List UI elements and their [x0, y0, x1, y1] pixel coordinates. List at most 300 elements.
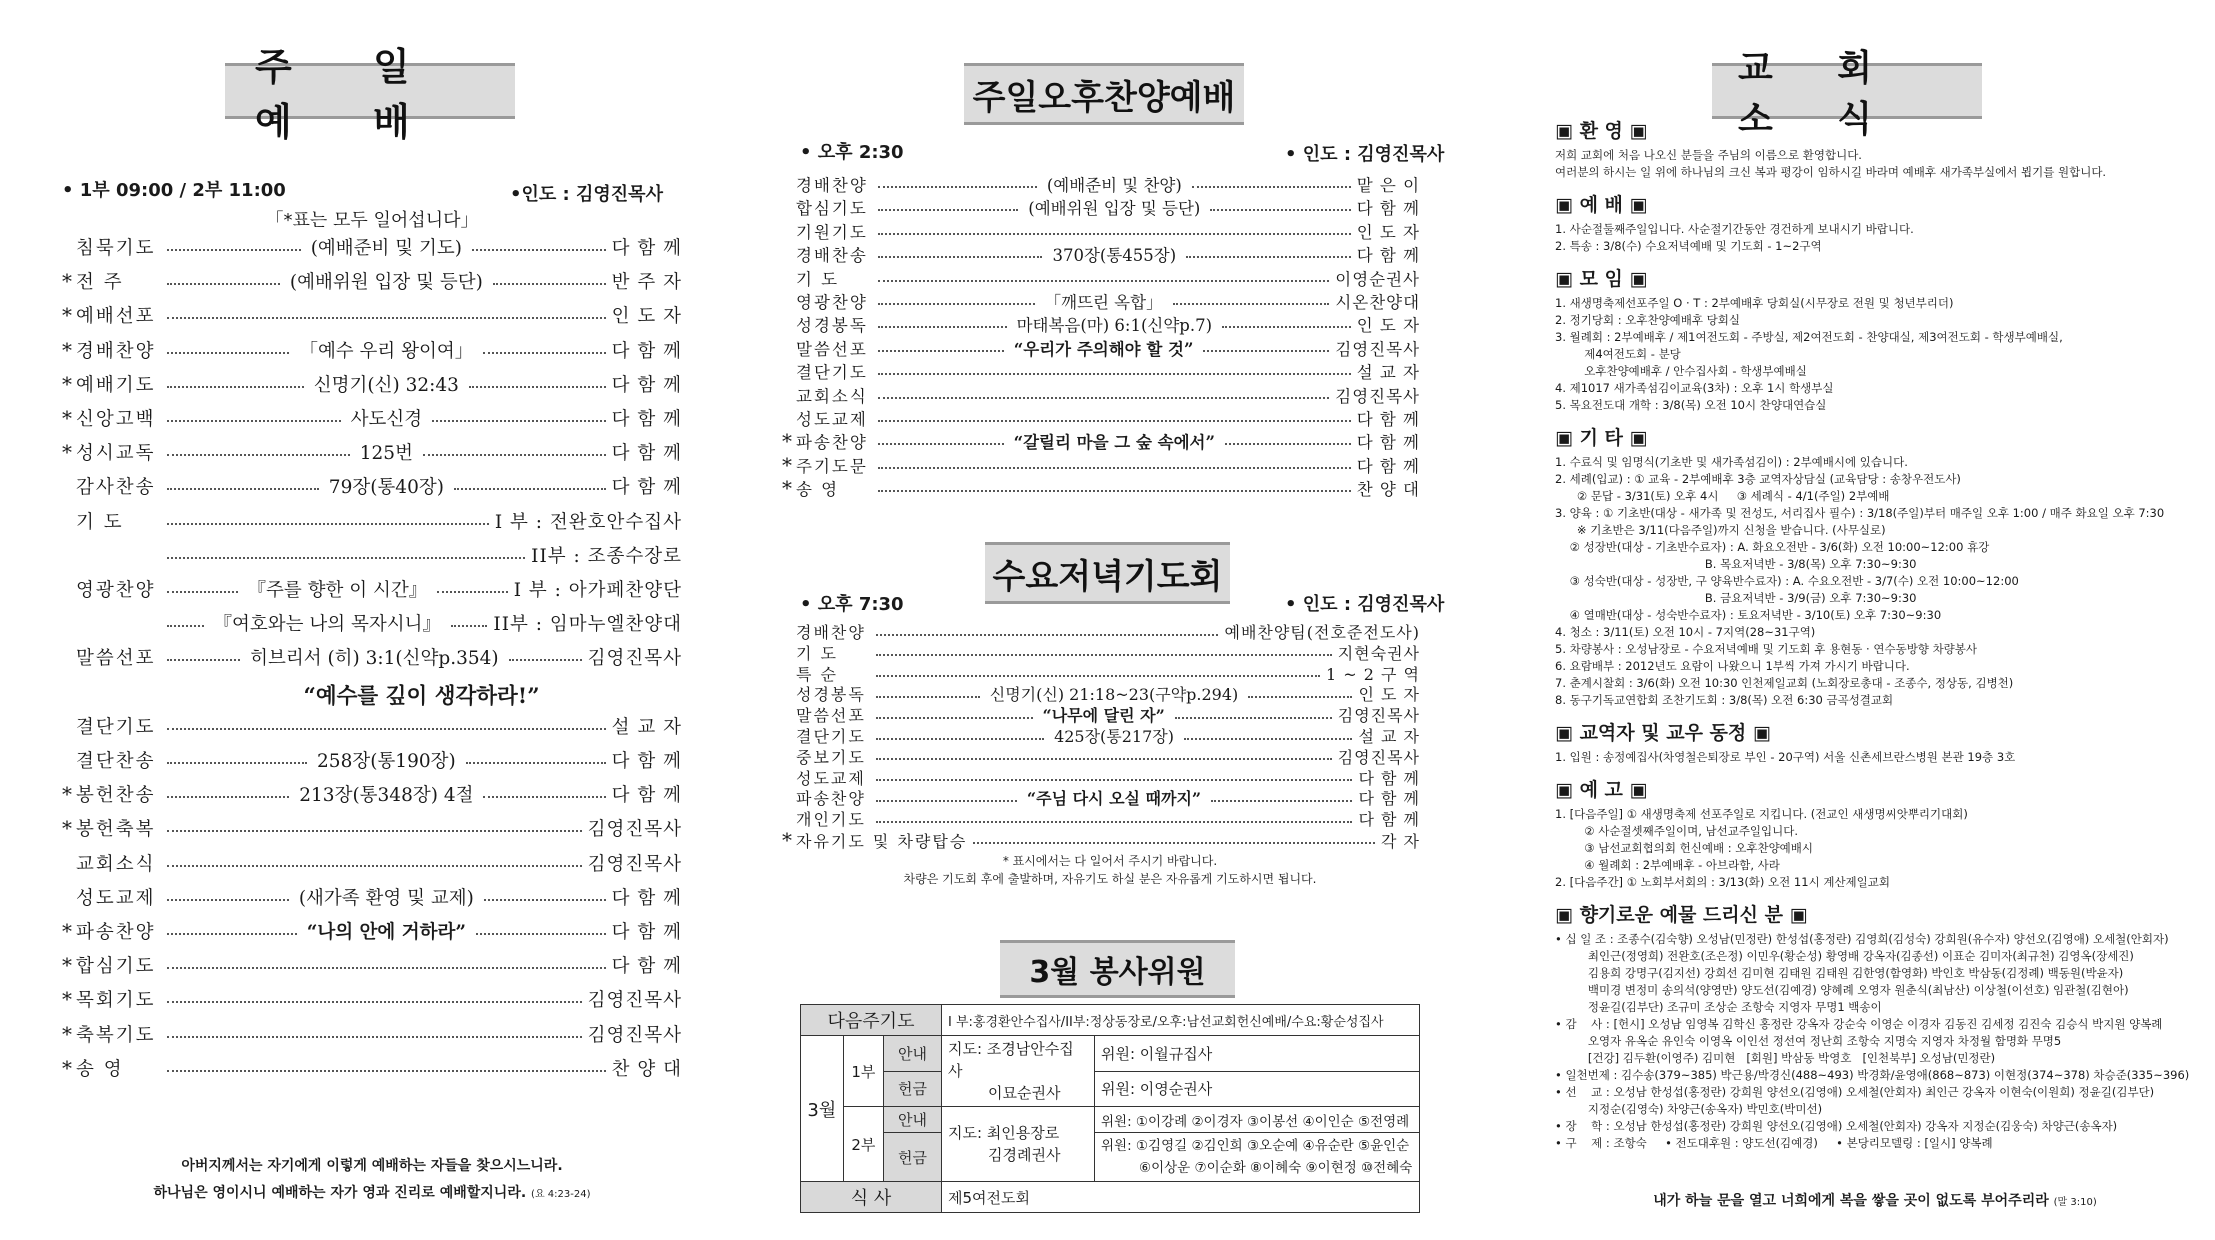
order-label: 목회기도: [76, 990, 156, 1012]
leader-dots: [878, 350, 1004, 352]
news-section: [1555, 900, 2195, 1152]
order-row: [62, 473, 682, 499]
order-content: “우리가 주의해야 할 것”: [1013, 339, 1194, 359]
news-line: 오후찬양예배후 / 안수집사회 - 학생부예배실: [1555, 364, 1807, 378]
leader-dots: [1175, 717, 1332, 719]
service-leader: •인도 : 김영진목사: [510, 184, 663, 205]
leader-dots: [878, 443, 1004, 445]
leader-dots: [876, 800, 1017, 802]
standing-mark: *: [62, 816, 72, 841]
order-person: 설 교 자: [611, 716, 682, 738]
order-label: 성경봉독: [796, 685, 866, 705]
afternoon-worship-title: 주일오후찬양예배: [964, 63, 1244, 125]
order-person: 다 함 께: [611, 922, 683, 943]
order-row: [782, 453, 1420, 477]
leader-dots: [876, 675, 1320, 677]
order-row: [62, 337, 682, 363]
leader-dots: [1222, 326, 1351, 328]
order-content: 125번: [359, 443, 413, 465]
order-person: 맡 은 이: [1356, 176, 1421, 195]
order-person: 예배찬양팀(전호준전도사): [1224, 623, 1420, 642]
order-label: 결단기도: [796, 727, 866, 746]
order-content: 『여호와는 나의 목자시니』: [213, 614, 441, 636]
news-section: [1555, 775, 2195, 891]
order-content: 「예수 우리 왕이여」: [299, 340, 474, 362]
order-person: 설 교 자: [1358, 727, 1421, 746]
order-content: 신명기(신) 21:18~23(구약p.294): [989, 685, 1239, 705]
order-row: [782, 745, 1420, 768]
order-person: 다 함 께: [1356, 456, 1420, 476]
wednesday-leader: • 인도 : 김영진목사: [1285, 594, 1445, 615]
p1-leader-cell: 지도: 조경남안수집사 이묘순권사: [942, 1036, 1095, 1107]
vehicle-note: 차량은 기도회 후에 출발하며, 자유기도 하실 분은 자유롭게 기도하시면 됩니다.: [903, 872, 1317, 886]
service-time: • 1부 09:00 / 2부 11:00: [62, 180, 286, 201]
order-label: 기 도: [796, 269, 840, 289]
order-label: 교회소식: [796, 386, 868, 406]
order-row: [782, 620, 1420, 643]
order-person: 설 교 자: [1356, 363, 1420, 383]
news-line: ③ 성숙반(대상 - 성장반, 구 양육반수료자) : A. 수요오전반 - 3/7(수) 오전 10:00~12:00: [1555, 574, 2019, 588]
order-row: [62, 542, 682, 568]
leader-dots: [167, 317, 606, 319]
order-label: 봉헌찬송: [76, 785, 156, 807]
service-committee-title: 3월 봉사위원: [1000, 940, 1235, 998]
news-line: 4. 제1017 새가족섬김이교육(3차) : 오후 1시 학생부실: [1555, 381, 1834, 395]
afternoon-time: • 오후 2:30: [800, 142, 904, 163]
leader-dots: [1225, 443, 1351, 445]
order-content: 425장(통217장): [1054, 727, 1174, 746]
order-person: 다 함 께: [611, 956, 682, 978]
leader-dots: [878, 326, 1007, 328]
order-content: 79장(통40장): [328, 477, 444, 499]
order-label: 기 도: [76, 511, 124, 533]
news-line: 오영자 유옥순 유인숙 이영옥 이인선 정선여 정난희 조항숙 지명숙 지영자 차정월 함명화 무명5: [1555, 1034, 2062, 1048]
order-label: 경배찬양: [76, 340, 156, 362]
news-line: 1. 새생명축제선포주일 O · T : 2부예배후 당회실(시무장로 전원 및 청년부리더): [1555, 296, 1954, 310]
order-person: 인 도 자: [1356, 316, 1421, 336]
leader-dots: [483, 796, 605, 798]
order-label: 말씀선포: [796, 706, 866, 726]
order-row: [782, 195, 1420, 219]
order-row: [782, 336, 1420, 360]
order-label: 합심기도: [76, 956, 156, 978]
news-line: 3. 월례회 : 2부예배후 / 제1여전도회 - 주방실, 제2여전도회 - 찬양대실, 제3여전도회 - 학생부예배실,: [1555, 330, 2063, 344]
order-label: 기 도: [796, 643, 838, 663]
order-label: 결단기도: [796, 363, 868, 383]
leader-dots: [1203, 350, 1329, 352]
order-row: [782, 312, 1420, 336]
news-line: 저희 교회에 처음 나오신 분들을 주님의 이름으로 환영합니다.: [1555, 148, 1862, 162]
order-content: 히브리서 (히) 3:1(신약p.354): [250, 648, 499, 670]
leader-dots: [878, 209, 1018, 211]
order-content: “나의 안에 거하라”: [306, 922, 466, 943]
order-label: 결단찬송: [76, 751, 156, 772]
order-label: 감사찬송: [76, 477, 156, 499]
order-person: 시온찬양대: [1335, 293, 1421, 312]
order-person: 다 함 께: [611, 409, 683, 430]
leader-dots: [437, 591, 507, 593]
sunday-worship-title: 주 일 예 배: [225, 63, 515, 119]
order-content: 사도신경: [350, 409, 423, 430]
leader-dots: [1211, 800, 1352, 802]
order-content: 370장(통455장): [1052, 246, 1177, 266]
leader-dots: [167, 899, 289, 901]
part2-cell: 2부: [843, 1107, 883, 1182]
news-line: • 십 일 조 : 조종수(김숙향) 오성남(민정란) 한성섭(홍정란) 김영희(김성숙) 강희원(유수자) 양선오(김영애) 오세철(안회자): [1555, 932, 2169, 946]
leader-dots: [167, 830, 582, 832]
news-line: • 감 사 : [헌시] 오성남 임영복 김학신 홍정란 강옥자 강순숙 이영순 이경자 김동진 김세정 김진숙 김승식 박지원 양복례: [1555, 1017, 2163, 1031]
order-label: 특 순: [796, 664, 838, 684]
leader-dots: [1184, 738, 1352, 740]
order-label: 기원기도: [796, 222, 868, 242]
order-content: (예배위원 입장 및 등단): [289, 272, 483, 294]
order-row: [62, 405, 682, 431]
order-person: 김영진목사: [587, 853, 682, 875]
leader-dots: [1192, 186, 1351, 188]
leader-dots: [454, 488, 606, 490]
leader-dots: [167, 1070, 606, 1072]
leader-dots: [167, 557, 525, 559]
order-row: [782, 703, 1420, 726]
leader-dots: [878, 490, 1351, 492]
order-person: II부 : 임마누엘찬양대: [493, 614, 683, 636]
news-section-heading: ▣ 예 고 ▣: [1555, 779, 1648, 801]
standing-mark: *: [62, 337, 72, 362]
order-person: 김영진목사: [1335, 386, 1420, 406]
news-line: ④ 월례회 : 2부예배후 - 아브라함, 사라: [1555, 858, 1780, 872]
order-person: I 부 : 아가페찬양단: [513, 580, 682, 601]
order-content: (예배준비 및 찬양): [1046, 176, 1182, 195]
order-person: 반 주 자: [611, 272, 683, 294]
month-cell: 3월: [801, 1036, 844, 1182]
order-row: [782, 807, 1420, 830]
order-row: [782, 828, 1420, 852]
order-person: 인 도 자: [1358, 685, 1420, 705]
leader-dots: [167, 1001, 582, 1003]
leader-dots: [167, 283, 280, 285]
news-line: 2. 특송 : 3/8(수) 수요저녁예배 및 기도회 - 1~2구역: [1555, 239, 1822, 253]
leader-dots: [878, 280, 1329, 282]
order-person: 김영진목사: [587, 648, 682, 670]
order-label: 예배선포: [76, 306, 156, 328]
news-section-heading: ▣ 환 영 ▣: [1555, 120, 1648, 142]
order-person: 다 함 께: [1358, 768, 1420, 788]
part1-cell: 1부: [843, 1036, 883, 1107]
p1-guide-value: 위원: 이월규집사: [1095, 1036, 1420, 1072]
p2-offering-label: 헌금: [884, 1133, 942, 1182]
leader-dots: [476, 933, 606, 935]
order-label: 개인기도: [796, 810, 866, 830]
order-row: [782, 662, 1420, 685]
standing-note: 「*표는 모두 일어섭니다」: [265, 210, 479, 231]
order-label: 경배찬양: [796, 176, 868, 195]
leader-dots: [167, 249, 301, 251]
order-person: 각 자: [1381, 831, 1420, 851]
leader-dots: [167, 488, 319, 490]
order-row: [62, 371, 682, 397]
leader-dots: [878, 467, 1351, 469]
news-line: ② 문답 - 3/31(토) 오후 4시 ③ 세례식 - 4/1(주일) 2부예배: [1555, 489, 1890, 503]
standing-note-wed: * 표시에서는 다 일어서 주시기 바랍니다.: [1002, 854, 1218, 868]
p2-leader-cell: 지도: 최인용장로 김경례권사: [942, 1107, 1095, 1182]
news-line: • 선 교 : 오성남 한성섭(홍정란) 강희원 양선오(김영애) 오세철(안회자) 최인근 강옥자 이현숙(이원희) 정윤길(김부단): [1555, 1085, 2155, 1099]
p1-offering-value: 위원: 이영순권사: [1095, 1071, 1420, 1107]
order-row: [62, 644, 682, 670]
news-line: • 구 제 : 조항숙 • 전도대후원 : 양도선(김예경) • 본당리모델링 : [일시] 양복례: [1555, 1136, 1993, 1150]
order-label: 파송찬양: [796, 433, 868, 453]
news-section: [1555, 718, 2195, 766]
standing-mark: *: [62, 1021, 72, 1046]
order-person: 이영순권사: [1335, 269, 1420, 289]
order-person: 인 도 자: [1356, 222, 1420, 242]
order-person: 1 ~ 2 구 역: [1325, 664, 1420, 684]
order-person: 다 함 께: [611, 340, 683, 362]
order-row: [62, 713, 682, 739]
standing-mark: *: [62, 371, 72, 396]
leader-dots: [167, 1036, 582, 1038]
order-person: 지현숙권사: [1337, 643, 1420, 663]
order-row: [62, 302, 682, 328]
order-label: 교회소식: [76, 853, 156, 875]
order-row: [782, 266, 1420, 290]
order-person: 다 함 께: [1358, 789, 1420, 809]
meal-value: 제5여전도회: [942, 1182, 1420, 1213]
order-label: 침묵기도: [76, 238, 156, 259]
news-line: B. 목요저녁반 - 3/8(목) 오후 7:30~9:30: [1555, 557, 1917, 571]
order-label: 합심기도: [796, 199, 868, 219]
order-person: 찬 양 대: [611, 1058, 682, 1080]
news-line: 5. 차량봉사 : 오성남장로 - 수요저녁예배 및 기도회 후 용현동 · 연수동방향 차량봉사: [1555, 642, 1978, 656]
order-label: 중보기도: [796, 747, 866, 767]
leader-dots: [878, 373, 1351, 375]
order-person: 찬 양 대: [1356, 480, 1420, 500]
leader-dots: [1248, 696, 1352, 698]
order-row: [782, 429, 1420, 453]
order-row: [62, 815, 682, 841]
news-line: ② 사순절셋째주일이며, 남선교주일입니다.: [1555, 824, 1799, 838]
p2-guide-value: 위원: ①이강례 ②이경자 ③이봉선 ④이인순 ⑤전영례: [1095, 1107, 1420, 1133]
p2-offering-value: 위원: ①김영길 ②김인희 ③오순예 ④유순란 ⑤윤인순 ⑥이상운 ⑦이순화 ⑧이혜숙 ⑨이현정 ⑩전혜숙: [1095, 1133, 1420, 1182]
p2-guide-label: 안내: [884, 1107, 942, 1133]
leader-dots: [1173, 303, 1330, 305]
news-line: 지정순(김영숙) 차양근(송옥자) 박민호(박미선): [1555, 1102, 1823, 1116]
news-line: 1. [다음주일] ① 새생명축제 선포주일로 지킵니다. (전교인 새생명씨앗뿌리기대회): [1555, 807, 1968, 821]
news-line: • 장 학 : 오성남 한성섭(홍정란) 강희원 양선오(김영애) 오세철(안회자) 강옥자 지정순(김웅숙) 차양근(송옥자): [1555, 1119, 2118, 1133]
leader-dots: [423, 454, 606, 456]
order-person: II부 : 조종수장로: [531, 545, 682, 567]
leader-dots: [878, 397, 1329, 399]
next-week-label: 다음주기도: [801, 1005, 942, 1036]
news-line: ③ 남선교회협의회 헌신예배 : 오후찬양예배시: [1555, 841, 1814, 855]
leader-dots: [167, 967, 606, 969]
order-row: [782, 172, 1420, 196]
news-line: 백미경 변정미 송의석(양영만) 양도선(김예경) 양혜례 오영자 원춘식(최남산) 이상철(이선호) 임관철(김현아): [1555, 983, 2129, 997]
order-row: [62, 268, 682, 294]
order-row: [62, 439, 682, 465]
leader-dots: [493, 283, 606, 285]
order-label: 결단기도: [76, 716, 156, 738]
order-row: [782, 682, 1420, 705]
order-person: 다 함 께: [611, 887, 683, 909]
news-line: 최인근(정영희) 전완호(조은정) 이민우(황순성) 황영배 강옥자(김종선) 이표순 김미자(최규천) 김영옥(장세진): [1555, 949, 2134, 963]
leader-dots: [167, 454, 350, 456]
order-row: [782, 383, 1420, 407]
order-person: 다 함 께: [611, 785, 683, 807]
order-row: [62, 1055, 682, 1081]
leader-dots: [167, 865, 582, 867]
news-section-heading: ▣ 교역자 및 교우 동정 ▣: [1555, 722, 1771, 744]
news-line: ※ 기초반은 3/11(다음주일)까지 신청을 받습니다. (사무실로): [1555, 523, 1886, 537]
order-row: [782, 476, 1420, 500]
standing-mark: *: [782, 476, 792, 501]
news-section: [1555, 423, 2195, 709]
order-row: [62, 610, 682, 636]
church-news-title: 교 회 소 식: [1712, 63, 1982, 119]
leader-dots: [1210, 209, 1350, 211]
meal-label: 식 사: [801, 1182, 942, 1213]
order-person: 다 함 께: [1356, 433, 1420, 453]
order-label: 축복기도: [76, 1024, 156, 1046]
news-line: 1. 입원 : 송정예집사(차영철은퇴장로 부인 - 20구역) 서울 신촌세브란스병원 본관 19층 3호: [1555, 750, 2016, 764]
leader-dots: [876, 821, 1353, 823]
news-line: 7. 춘계시찰회 : 3/6(화) 오전 10:30 인천제일교회 (노회장로총대 - 조종수, 정상동, 김병천): [1555, 676, 2014, 690]
news-line: 2. 세례(입교) : ① 교육 - 2부예배후 3층 교역자상담실 (교육담당 : 송창우전도사): [1555, 472, 1961, 486]
leader-dots: [876, 634, 1219, 636]
leader-dots: [876, 738, 1044, 740]
leader-dots: [167, 420, 341, 422]
order-person: 김영진목사: [1337, 706, 1421, 726]
order-label: 성도교제: [796, 410, 868, 429]
leader-dots: [509, 659, 582, 661]
news-line: 2. 정기당회 : 오후찬양예배후 당회실: [1555, 313, 1740, 327]
leader-dots: [167, 625, 203, 627]
standing-mark: *: [62, 1055, 72, 1080]
leader-dots: [167, 523, 489, 525]
order-label: 성도교제: [796, 768, 866, 788]
order-content: 「깨뜨린 옥합」: [1044, 293, 1163, 312]
news-line: 제4여전도회 - 분당: [1555, 347, 1681, 361]
leader-dots: [876, 758, 1332, 760]
leader-dots: [876, 779, 1353, 781]
standing-mark: *: [62, 406, 72, 430]
order-person: 다 함 께: [611, 477, 683, 499]
leader-dots: [878, 256, 1043, 258]
order-content: (예배위원 입장 및 등단): [1028, 199, 1201, 219]
leader-dots: [167, 591, 237, 593]
news-line: ④ 열매반(대상 - 성숙반수료자) : 토요저녁반 - 3/10(토) 오후 7:30~9:30: [1555, 608, 1942, 622]
order-label: 성시교독: [76, 443, 156, 465]
leader-dots: [167, 933, 297, 935]
news-line: ② 성장반(대상 - 기초반수료자) : A. 화요오전반 - 3/6(화) 오전 10:00~12:00 휴강: [1555, 540, 1990, 554]
order-label: 신앙고백: [76, 409, 156, 430]
standing-mark: *: [62, 303, 72, 328]
order-row: [62, 918, 682, 944]
order-content: “예수를 깊이 생각하라!”: [303, 683, 540, 709]
order-label: 봉헌축복: [76, 819, 156, 841]
news-section-heading: ▣ 향기로운 예물 드리신 분 ▣: [1555, 904, 1808, 926]
news-line: [건강] 김두환(이영주) 김미현 [회원] 박삼동 박영호 [인천북부] 오성남(민정란): [1555, 1051, 1996, 1065]
standing-mark: *: [62, 269, 72, 294]
order-label: 송 영: [76, 1058, 124, 1080]
order-row: [62, 986, 682, 1012]
standing-mark: *: [62, 953, 72, 978]
order-person: 김영진목사: [587, 990, 682, 1012]
order-row: [62, 781, 682, 807]
leader-dots: [878, 420, 1351, 422]
order-label: 말씀선포: [76, 648, 156, 670]
order-content: 신명기(신) 32:43: [313, 374, 459, 396]
order-row: [62, 508, 682, 534]
order-row: [62, 850, 682, 876]
order-person: 김영진목사: [1335, 339, 1421, 359]
order-label: 경배찬송: [796, 246, 868, 266]
order-label: 말씀선포: [796, 339, 868, 359]
order-person: 김영진목사: [587, 1024, 682, 1046]
leader-dots: [876, 717, 1033, 719]
order-content: (예배준비 및 기도): [310, 238, 463, 259]
standing-mark: *: [62, 782, 72, 807]
order-person: 다 함 께: [1356, 410, 1420, 429]
leader-dots: [878, 303, 1035, 305]
leader-dots: [466, 762, 606, 764]
order-label: 파송찬양: [796, 789, 866, 809]
order-row: [62, 576, 682, 602]
leader-dots: [167, 728, 606, 730]
order-label: 송 영: [796, 480, 840, 500]
leader-dots: [484, 899, 606, 901]
leader-dots: [432, 420, 606, 422]
order-content: 마태복음(마) 6:1(신약p.7): [1016, 316, 1213, 336]
order-row: [782, 641, 1420, 664]
news-line: 김용희 강명구(김지선) 강희선 김미현 김태원 김태원 김한영(함영화) 박인호 박삼동(김정례) 백동원(박윤자): [1555, 966, 2124, 980]
news-section-heading: ▣ 모 임 ▣: [1555, 268, 1648, 290]
leader-dots: [167, 659, 240, 661]
news-section: [1555, 116, 2195, 181]
leader-dots: [167, 386, 304, 388]
order-row: [782, 724, 1420, 747]
standing-mark: *: [782, 429, 792, 454]
order-row: [62, 747, 682, 773]
order-content: “갈릴리 마을 그 숲 속에서”: [1013, 433, 1215, 453]
news-section: [1555, 264, 2195, 414]
leader-dots: [973, 842, 1375, 844]
leader-dots: [469, 386, 606, 388]
order-person: 다 함 께: [1358, 810, 1420, 830]
order-person: 김영진목사: [587, 819, 682, 841]
standing-mark: *: [62, 987, 72, 1012]
order-row: [782, 242, 1420, 266]
p1-offering-label: 헌금: [884, 1071, 942, 1107]
next-week-value: I 부:홍경환안수집사/II부:정상동장로/오후:남선교회헌신예배/수요:황순성집사: [942, 1005, 1420, 1036]
scripture-footer-2: 하나님은 영이시니 예배하는 자가 영과 진리로 예배할지니라. (요 4:23-24): [153, 1185, 591, 1201]
order-person: 다 함 께: [611, 443, 682, 465]
order-person: 다 함 께: [611, 374, 682, 396]
order-label: 영광찬양: [76, 580, 156, 601]
news-line: 1. 사순절둘째주일입니다. 사순절기간동안 경건하게 보내시기 바랍니다.: [1555, 222, 1914, 236]
order-row: [782, 766, 1420, 789]
leader-dots: [483, 352, 605, 354]
order-row: [782, 219, 1420, 243]
order-label: 주기도문: [796, 456, 868, 476]
leader-dots: [167, 796, 289, 798]
news-line: B. 금요저녁반 - 3/9(금) 오후 7:30~9:30: [1555, 591, 1917, 605]
order-row: [62, 952, 682, 978]
news-line: 8. 동구기독교연합회 조찬기도회 : 3/8(목) 오전 6:30 금곡성결교회: [1555, 693, 1894, 707]
order-label: 성도교제: [76, 887, 156, 909]
news-line: 정윤길(김부단) 조규미 조상순 조항숙 지영자 무명1 백송이: [1555, 1000, 1882, 1014]
standing-mark: *: [62, 919, 72, 943]
afternoon-leader: • 인도 : 김영진목사: [1285, 144, 1445, 165]
